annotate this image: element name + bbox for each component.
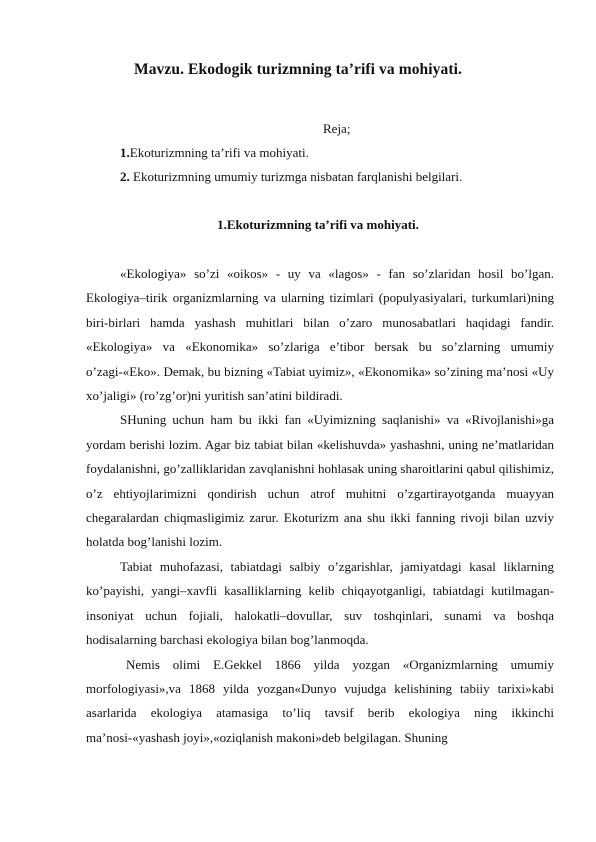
section-heading: 1.Ekoturizmning ta’rifi va mohiyati.	[217, 217, 419, 232]
plan-item-2	[120, 169, 462, 185]
paragraph: Tabiat muhofazasi, tabiatdagi salbiy o’zgarishlar, jamiyatdagi kasal liklarning ko’payishi, yangi–xavfli kasalliklarning kelib chiqayotganligi, tabiatdagi kutilmagan-insoniyat uchun fojiali, halokatli–dovullar, suv toshqinlari, sunami va boshqa hodisalarning barchasi ekologiya bilan bog’lanmoqda.	[86, 558, 554, 648]
plan-item-text: Ekoturizmning umumiy turizmga nisbatan farqlanishi belgilari.	[129, 169, 463, 184]
plan-item-number: 2.	[120, 169, 130, 184]
paragraph: «Ekologiya» so’zi «oikos» - uy va «lagos» - fan so’zlaridan hosil bo’lgan. Ekologiya–tirik organizmlarning va ularning tizimlari (populyasiyalari, turkumlari)ning biri-birlari hamda yashash muhitlari bilan o’zaro munosabatlari haqidagi fandir. «Ekologiya» va «Ekonomika» so’zlariga e’tibor bersak bu so’zlarning umumiy o’zagi-«Eko». Demak, bu bizning «Tabiat uyimiz», «Ekonomika» so’zining ma’nosi «Uy xo’jaligi» (ro’zg’or)ni yuritish san’atini bildiradi.	[86, 266, 554, 404]
plan-item-number: 1.	[120, 145, 130, 160]
plan-heading: Reja;	[323, 121, 351, 136]
plan-item-1	[120, 145, 309, 161]
document-title: Mavzu. Ekodogik turizmning ta’rifi va mohiyati.	[133, 61, 463, 78]
paragraph: SHuning uchun ham bu ikki fan «Uyimizning saqlanishi» va «Rivojlanishi»ga yordam berishi lozim. Agar biz tabiat bilan «kelishuvda» yashashni, uning ne’matlaridan foydalanishni, go’zalliklaridan zavqlanishni hohlasak uning sharoitlarini qabul qilishimiz, o’z ehtiyojlarimizni qondirish uchun atrof muhitni o’zgartirayotganda muayyan chegaralardan chiqmasligimiz zarur. Ekoturizm ana shu ikki fanning rivoji bilan uzviy holatda bog’lanishi lozim.	[86, 412, 554, 550]
document-body	[86, 262, 554, 750]
paragraph: Nemis olimi E.Gekkel 1866 yilda yozgan «Organizmlarning umumiy morfologiyasi»,va 1868 yilda yozgan«Dunyo vujudga kelishining tabiiy tarixi»kabi asarlarida ekologiya atamasiga to’liq tavsif berib ekologiya ning ikkinchi ma’nosi-«yashash joyi»,«oziqlanish makoni»deb belgilagan. Shuning	[86, 656, 554, 745]
plan-item-text: Ekoturizmning ta’rifi va mohiyati.	[129, 145, 309, 160]
